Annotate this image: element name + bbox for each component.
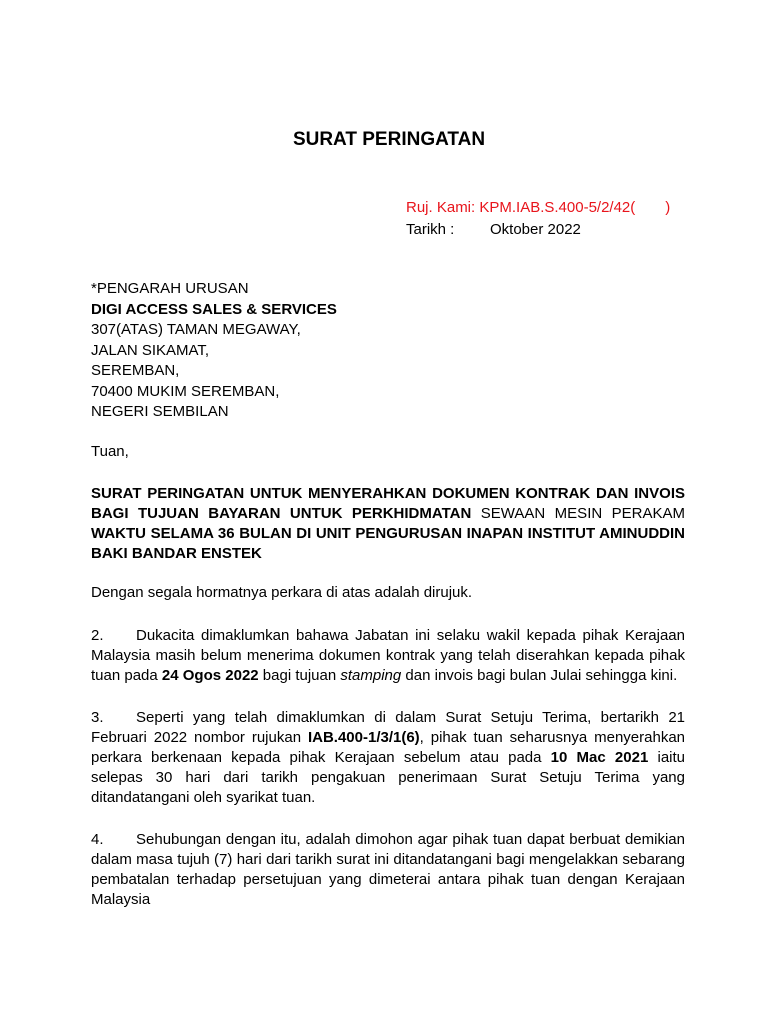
paragraph-bold: 24 Ogos 2022	[161, 667, 259, 684]
paragraph-text: , pihak tuan seharusnya menyerahkan perkara berkenaan kepada pihak Kerajaan sebelum atau pada	[91, 729, 685, 766]
paragraph-italic: stamping	[340, 667, 402, 684]
paragraph-bold: 10 Mac 2021	[550, 749, 649, 766]
paragraph-text: iaitu selepas 30 hari dari tarikh pengakuan penerimaan Surat Setuju Terima yang ditandatangani oleh syarikat tuan.	[91, 749, 686, 806]
paragraph-text: dan invois bagi bulan Julai sehingga kini.	[401, 667, 678, 684]
recipient-address	[91, 279, 691, 423]
paragraph-text: Sehubungan dengan itu, adalah dimohon agar pihak tuan dapat berbuat demikian dalam masa tujuh (7) hari dari tarikh surat ini ditandatangani bagi mengelakkan sebarang pembatalan terhadap persetujuan yang dimeterai antara pihak tuan dengan Kerajaan Malaysia	[91, 831, 685, 908]
letter-title: SURAT PERINGATAN	[292, 129, 486, 150]
subject-bold-tail: WAKTU SELAMA 36 BULAN DI UNIT PENGURUSAN INAPAN INSTITUT AMINUDDIN BAKI BANDAR ENSTEK	[91, 525, 685, 562]
recipient-line: 70400 MUKIM SEREMBAN,	[91, 382, 280, 400]
paragraph-3	[91, 708, 685, 808]
paragraph-number: 2.	[91, 627, 104, 644]
subject-regular: SEWAAN MESIN PERAKAM	[480, 505, 685, 522]
reference-label: Ruj. Kami: KPM.IAB.S.400-5/2/42(	[406, 199, 636, 216]
subject-heading	[91, 484, 685, 564]
recipient-line: *PENGARAH URUSAN	[91, 280, 249, 297]
salutation: Tuan,	[91, 443, 129, 460]
paragraph-2	[91, 626, 685, 686]
subject-bold: SURAT PERINGATAN UNTUK MENYERAHKAN DOKUMEN KONTRAK DAN INVOIS BAGI TUJUAN BAYARAN UNTUK PERKHIDMATAN	[91, 485, 685, 522]
recipient-company: DIGI ACCESS SALES & SERVICES	[91, 300, 337, 318]
recipient-line: 307(ATAS) TAMAN MEGAWAY,	[91, 321, 301, 338]
paragraph-number: 3.	[91, 709, 104, 726]
date-label: Tarikh :	[406, 221, 455, 238]
paragraph-text: Seperti yang telah dimaklumkan di dalam Surat Setuju Terima, bertarikh 21 Februari 2022 nombor rujukan	[91, 709, 685, 746]
reference-close: )	[665, 199, 671, 216]
recipient-line: SEREMBAN,	[91, 362, 180, 379]
recipient-line: NEGERI SEMBILAN	[91, 403, 229, 420]
reference-number	[406, 198, 746, 220]
paragraph-text: Dukacita dimaklumkan bahawa Jabatan ini selaku wakil kepada pihak Kerajaan Malaysia masih belum menerima dokumen kontrak yang telah diserahkan kepada pihak tuan pada	[91, 627, 685, 684]
paragraph-text: bagi tujuan	[258, 667, 341, 684]
date-line	[406, 220, 746, 242]
reference-block	[406, 198, 746, 242]
recipient-line: JALAN SIKAMAT,	[91, 341, 210, 359]
intro-paragraph: Dengan segala hormatnya perkara di atas adalah dirujuk.	[91, 584, 473, 601]
paragraph-number: 4.	[91, 831, 104, 848]
date-value: Oktober 2022	[490, 221, 581, 238]
paragraph-bold: IAB.400-1/3/1(6)	[307, 729, 420, 746]
paragraph-4	[91, 830, 685, 910]
